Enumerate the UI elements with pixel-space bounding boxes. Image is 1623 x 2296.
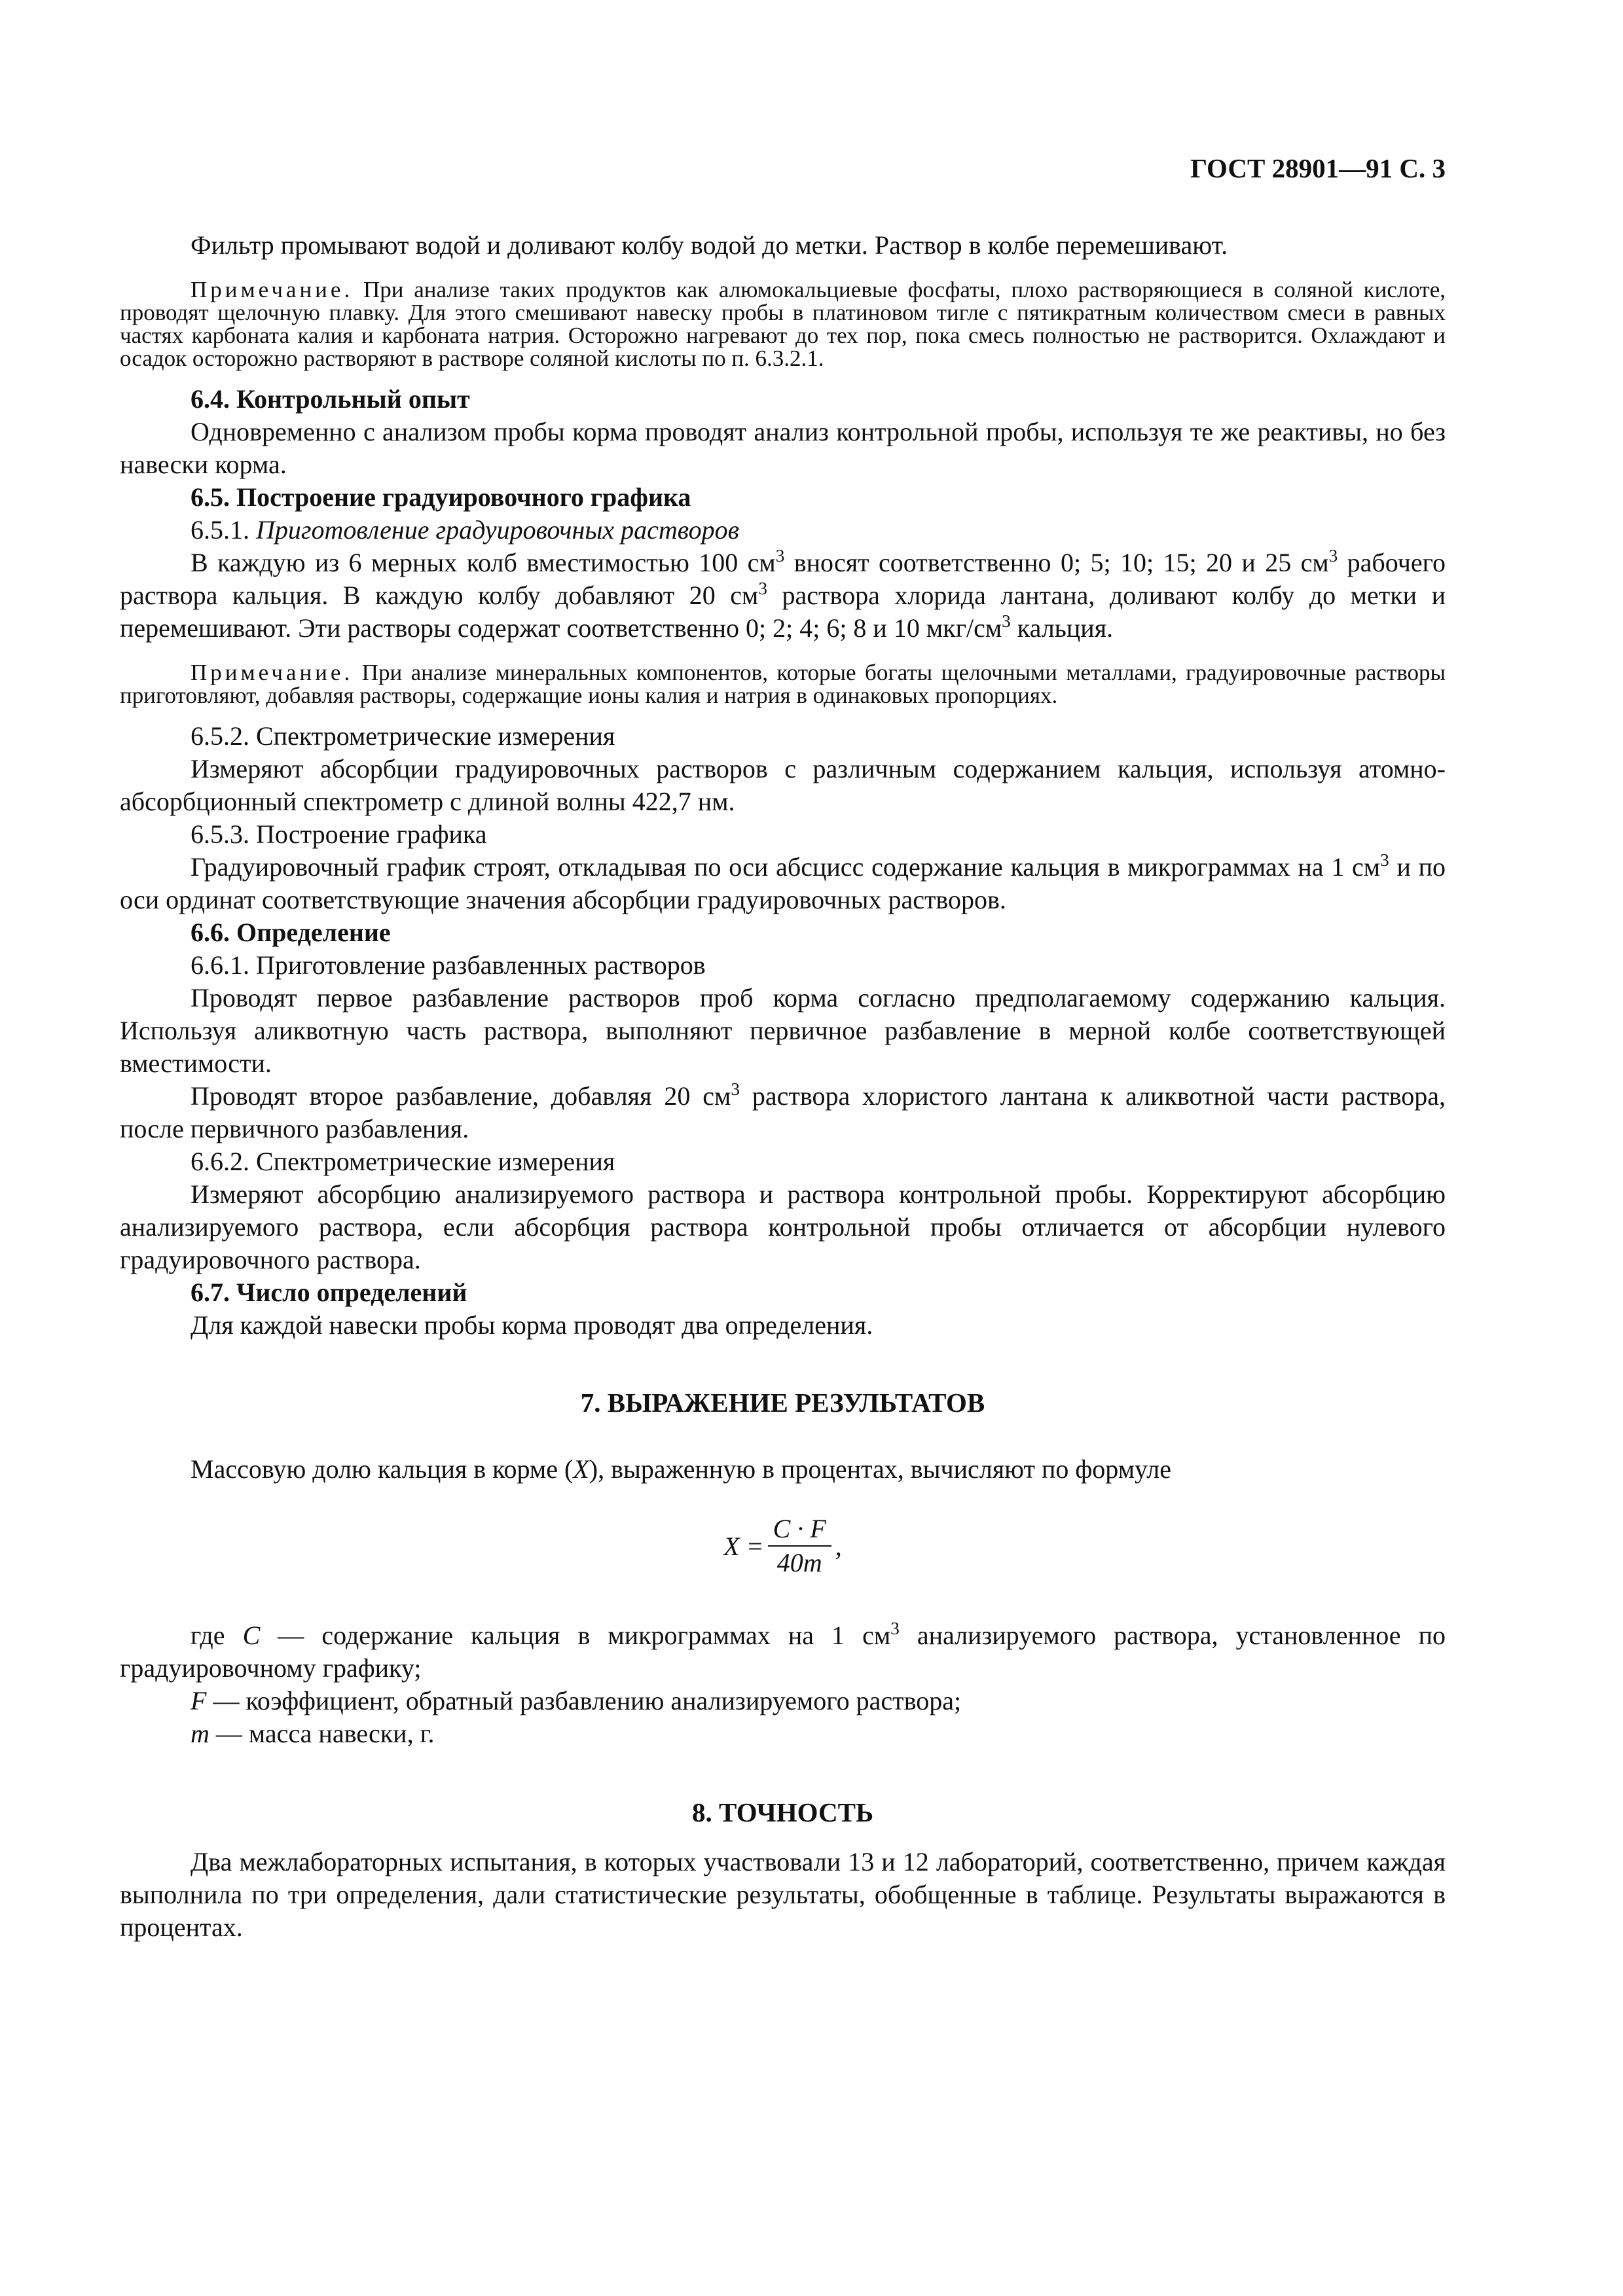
formula-legend-c: где C — содержание кальция в микрограммах на 1 $см^3$ анализируемого раствора, установленное по градуировочному графику; — [120, 1619, 1446, 1683]
formula-fraction — [768, 1514, 831, 1578]
paragraph: Проводят первое разбавление растворов проб корма согласно предполагаемому содержанию кальция. Используя аликвотную часть раствора, выполняют первичное разбавление в мерной колбе соответствующей вместимости. — [120, 983, 1446, 1078]
formula-denominator: 40m — [776, 1548, 822, 1577]
section-title: 7. ВЫРАЖЕНИЕ РЕЗУЛЬТАТОВ — [580, 1388, 985, 1418]
section-heading: 6.6. Определение — [191, 918, 391, 947]
formula-numerator: C · F — [768, 1514, 831, 1547]
paragraph: Измеряют абсорбции градуировочных растворов с различным содержанием кальция, используя атомно-абсорбционный спектрометр с длиной волны 422,7 нм. — [120, 754, 1446, 816]
paragraph: В каждую из 6 мерных колб вместимостью 100 $см^3$ вносят соответственно 0; 5; 10; 15; 20 и 25 $см^3$ рабочего раствора кальция. В каждую колбу добавляют 20 $см^3$ раствора хлорида лантана, доливают колбу до метки и перемешивают. Эти растворы содержат соответственно 0; 2; 4; 6; 8 и 10 мкг/$см^3$ кальция. — [120, 546, 1446, 643]
subsection-heading: 6.6.2. Спектрометрические измерения — [191, 1147, 615, 1176]
note: Примечание. При анализе минеральных компонентов, которые богаты щелочными металлами, градуировочные растворы приготовляют, добавляя растворы, содержащие ионы калия и натрия в одинаковых пропорциях. — [120, 660, 1446, 708]
paragraph: Одновременно с анализом пробы корма проводят анализ контрольной пробы, используя те же реактивы, но без навески корма. — [120, 417, 1446, 479]
formula-legend-f: F — коэффициент, обратный разбавлению анализируемого раствора; — [191, 1686, 962, 1715]
section-heading: 6.4. Контрольный опыт — [191, 384, 470, 414]
document-body — [120, 229, 1446, 1944]
paragraph: Для каждой навески пробы корма проводят два определения. — [191, 1310, 873, 1340]
paragraph: Массовую долю кальция в корме (X), выраженную в процентах, вычисляют по формуле — [191, 1454, 1171, 1484]
paragraph: Проводят второе разбавление, добавляя 20 $см^3$ раствора хлористого лантана к аликвотной части раствора, после первичного разбавления. — [120, 1079, 1446, 1143]
section-heading: 6.5. Построение градуировочного графика — [191, 482, 691, 512]
paragraph: Измеряют абсорбцию анализируемого раствора и раствора контрольной пробы. Корректируют абсорбцию анализируемого раствора, если абсорбция раствора контрольной пробы отличается от абсорбции нулевого градуировочного раствора. — [120, 1179, 1446, 1274]
note-label: Примечание. — [191, 660, 354, 685]
subsection-heading: 6.5.2. Спектрометрические измерения — [191, 721, 615, 751]
paragraph: Фильтр промывают водой и доливают колбу водой до метки. Раствор в колбе перемешивают. — [191, 230, 1228, 260]
formula — [120, 1500, 1446, 1592]
note: Примечание. При анализе таких продуктов как алюмокальциевые фосфаты, плохо растворяющиеся в соляной кислоте, проводят щелочную плавку. Для этого смешивают навеску пробы в платиновом тигле с пятикратным количеством смеси в равных частях карбоната калия и карбоната натрия. Осторожно нагревают до тех пор, пока смесь полностью не растворится. Охлаждают и осадок осторожно растворяют в растворе соляной кислоты по п. 6.3.2.1. — [120, 277, 1446, 371]
section-heading: 6.7. Число определений — [191, 1278, 467, 1307]
section-title: 8. ТОЧНОСТЬ — [691, 1797, 874, 1827]
document-header: ГОСТ 28901—91 С. 3 — [1190, 153, 1446, 183]
subsection-heading: 6.5.3. Построение графика — [191, 819, 487, 849]
formula-lhs: X = — [723, 1531, 764, 1561]
paragraph: Градуировочный график строят, откладывая по оси абсцисс содержание кальция в микрограммах на 1 $см^3$ и по оси ординат соответствующие значения абсорбции градуировочных растворов. — [120, 850, 1446, 914]
subsection-heading: 6.6.1. Приготовление разбавленных растворов — [191, 950, 706, 980]
formula-trail: , — [835, 1531, 842, 1561]
paragraph: Два межлабораторных испытания, в которых участвовали 13 и 12 лабораторий, соответственно, причем каждая выполнила по три определения, дали статистические результаты, обобщенные в таблице. Результаты выражаются в процентах. — [120, 1847, 1446, 1942]
note-label: Примечание. — [191, 277, 354, 302]
subsection-heading: 6.5.1. Приготовление градуировочных растворов — [191, 515, 740, 545]
formula-legend-m: m — масса навески, г. — [191, 1719, 435, 1748]
